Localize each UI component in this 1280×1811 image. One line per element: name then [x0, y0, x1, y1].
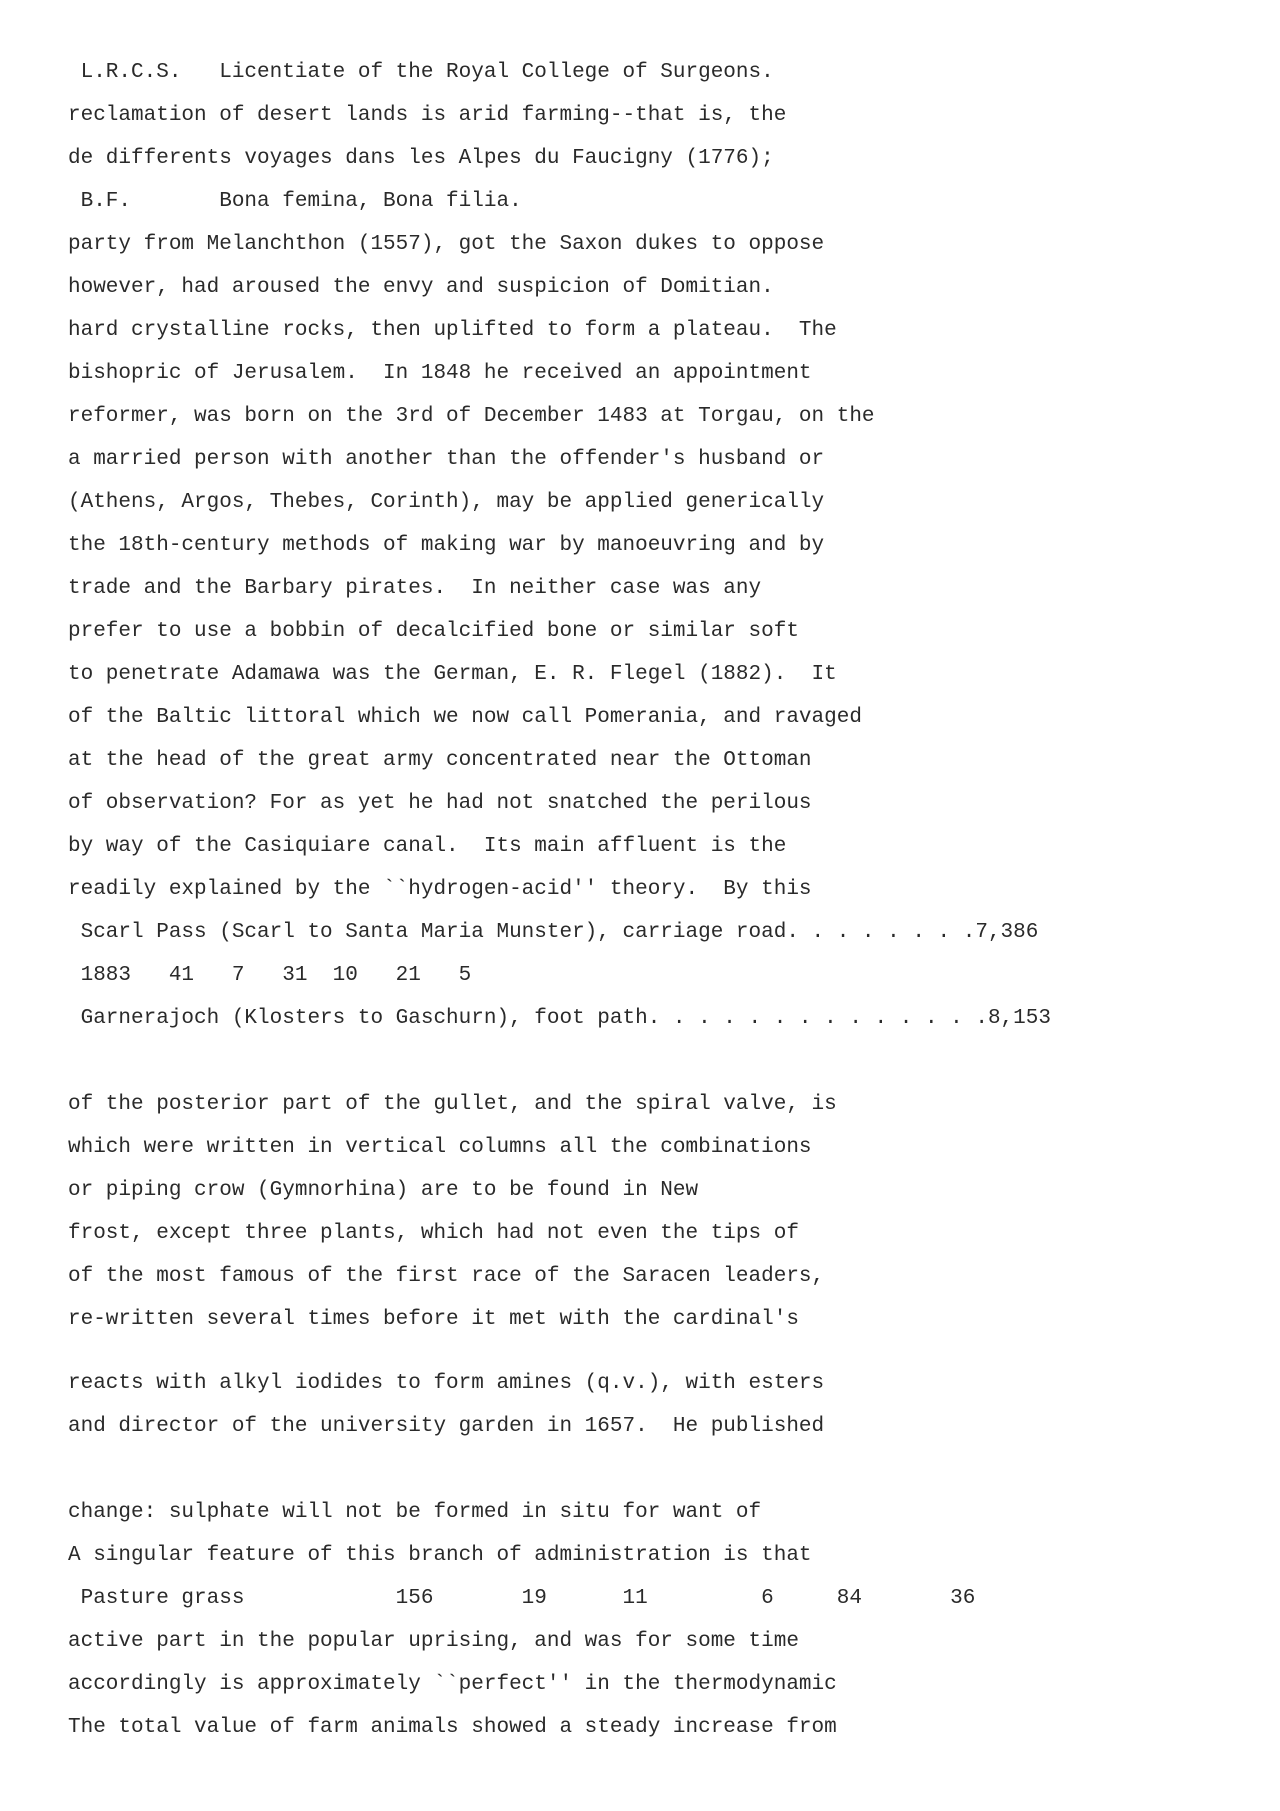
text-line: frost, except three plants, which had not even the tips of — [68, 1222, 799, 1245]
text-line: of the Baltic littoral which we now call Pomerania, and ravaged — [68, 706, 862, 729]
text-line: of observation? For as yet he had not snatched the perilous — [68, 792, 812, 815]
text-line: The total value of farm animals showed a steady increase from — [68, 1716, 837, 1739]
text-line: to penetrate Adamawa was the German, E. R. Flegel (1882). It — [68, 663, 837, 686]
table-row: Pasture grass 156 19 11 6 84 36 — [68, 1587, 976, 1610]
table-row: 1883 41 7 31 10 21 5 — [68, 964, 472, 987]
text-line: active part in the popular uprising, and was for some time — [68, 1630, 799, 1653]
text-line: which were written in vertical columns all the combinations — [68, 1136, 812, 1159]
text-line: A singular feature of this branch of administration is that — [68, 1544, 812, 1567]
text-line: de differents voyages dans les Alpes du Faucigny (1776); — [68, 147, 774, 170]
text-line: of the most famous of the first race of the Saracen leaders, — [68, 1265, 825, 1288]
table-row: Garnerajoch (Klosters to Gaschurn), foot path. . . . . . . . . . . . . .8,153 — [68, 1007, 1051, 1030]
text-line: readily explained by the ``hydrogen-acid'' theory. By this — [68, 878, 812, 901]
text-line: however, had aroused the envy and suspicion of Domitian. — [68, 276, 774, 299]
text-line: accordingly is approximately ``perfect'' in the thermodynamic — [68, 1673, 837, 1696]
text-line: and director of the university garden in 1657. He published — [68, 1415, 825, 1438]
text-line: hard crystalline rocks, then uplifted to form a plateau. The — [68, 319, 837, 342]
text-line: bishopric of Jerusalem. In 1848 he received an appointment — [68, 362, 812, 385]
text-line: reformer, was born on the 3rd of December 1483 at Torgau, on the — [68, 405, 875, 428]
text-line: trade and the Barbary pirates. In neither case was any — [68, 577, 762, 600]
text-line: L.R.C.S. Licentiate of the Royal College of Surgeons. — [68, 61, 774, 84]
text-line: the 18th-century methods of making war by manoeuvring and by — [68, 534, 825, 557]
text-line: (Athens, Argos, Thebes, Corinth), may be applied generically — [68, 491, 825, 514]
text-line: B.F. Bona femina, Bona filia. — [68, 190, 522, 213]
text-line: by way of the Casiquiare canal. Its main affluent is the — [68, 835, 787, 858]
text-line: re-written several times before it met with the cardinal's — [68, 1308, 799, 1331]
text-line: party from Melanchthon (1557), got the Saxon dukes to oppose — [68, 233, 825, 256]
table-row: Scarl Pass (Scarl to Santa Maria Munster), carriage road. . . . . . . .7,386 — [68, 921, 1039, 944]
text-line: change: sulphate will not be formed in situ for want of — [68, 1501, 762, 1524]
text-line: reacts with alkyl iodides to form amines (q.v.), with esters — [68, 1372, 825, 1395]
text-line: of the posterior part of the gullet, and the spiral valve, is — [68, 1093, 837, 1116]
text-line: at the head of the great army concentrated near the Ottoman — [68, 749, 812, 772]
text-line: reclamation of desert lands is arid farming--that is, the — [68, 104, 787, 127]
text-line: prefer to use a bobbin of decalcified bone or similar soft — [68, 620, 799, 643]
text-line: a married person with another than the offender's husband or — [68, 448, 825, 471]
text-line: or piping crow (Gymnorhina) are to be found in New — [68, 1179, 699, 1202]
